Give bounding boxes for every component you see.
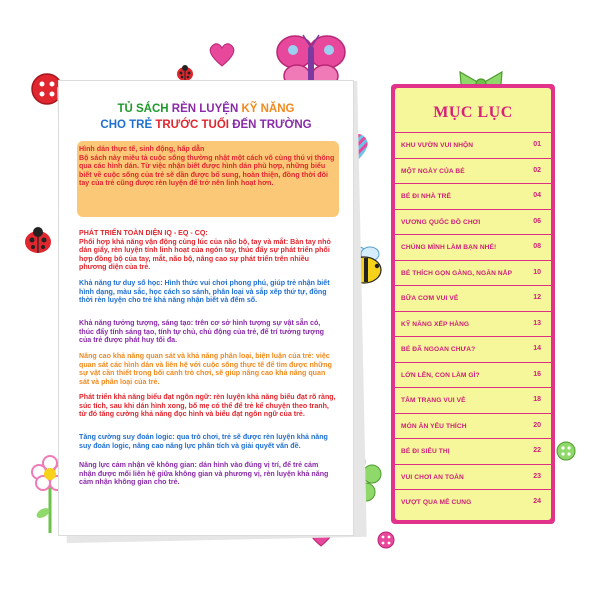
toc-item-label: VƯỢT QUA MÊ CUNG [401, 499, 472, 506]
toc-item[interactable] [395, 413, 551, 439]
toc-item-label: KHU VƯỜN VUI NHỘN [401, 142, 474, 149]
section-body: Tăng cường suy đoán logic: qua trò chơi, trẻ sẽ được rèn luyện khả năng suy đoán logic, nâng cao năng lực phân tích và giải quyết vấn đề. [79, 433, 328, 450]
toc-list [395, 132, 551, 515]
toc-item-page: 01 [533, 141, 541, 148]
series-title-line1 [59, 103, 353, 115]
toc-item[interactable] [395, 438, 551, 464]
book-intro-page [58, 80, 354, 536]
section-body: Nâng cao khả năng quan sát và khả năng phân loại, biện luận của trẻ: việc quan sát các hình dán và liên hệ với cuộc sống thực tế để tìm được những sự vật cần thiết trong bối cảnh trò chơi, sẽ giúp nâng cao khả năng quan sát và phân loại của trẻ. [79, 352, 332, 386]
toc-title: MỤC LỤC [433, 104, 513, 121]
title-word: TRƯỚC TUỔI [152, 119, 229, 131]
intro-paragraph [79, 145, 337, 188]
section-body: Năng lực cảm nhận về không gian: dán hình vào đúng vị trí, để trẻ cảm nhận được mối liên hệ giữa không gian và phương vị, rèn luyện khả năng cảm nhận không gian cho trẻ. [79, 461, 329, 487]
section-body: Khả năng tư duy số học: Hình thức vui chơi phong phú, giúp trẻ nhận biết hình dạng, màu sắc, học cách so sánh, phân loại và sắp xếp thứ tự, đồng thời rèn luyện cho trẻ khả năng nhận biết và đếm số. [79, 279, 330, 305]
toc-item-label: MÓN ĂN YÊU THÍCH [401, 422, 467, 430]
toc-item-page: 20 [533, 421, 541, 429]
toc-item-label: BỮA CƠM VUI VẺ [401, 295, 459, 302]
heart-icon [208, 42, 236, 68]
section-paragraph [79, 393, 337, 419]
toc-item[interactable] [395, 132, 551, 158]
toc-item[interactable] [395, 234, 551, 260]
intro-body: Bộ sách này miêu tả cuộc sống thường nhật một cách vô cùng thú vị thông qua các hình dán. Từ việc nhận biết được hình dán phù hợp, những biểu biết về cuộc sống của trẻ sẽ dần được bổ sung, hoàn thiện, đồng thời đôi tay của trẻ cũng được rèn luyện để trở nên linh hoạt hơn. [79, 153, 335, 188]
section-paragraph [79, 319, 337, 345]
toc-item-page: 18 [533, 396, 541, 403]
toc-item-page: 22 [533, 447, 541, 454]
toc-item-page: 14 [533, 345, 541, 352]
toc-item[interactable] [395, 311, 551, 337]
toc-item-page: 02 [533, 166, 541, 174]
toc-item-label: CHÚNG MÌNH LÀM BẠN NHÉ! [401, 244, 497, 251]
toc-item-page: 13 [533, 319, 541, 327]
toc-item-label: KỸ NĂNG XẾP HÀNG [401, 320, 470, 328]
toc-item-label: BÉ ĐI NHÀ TRẺ [401, 193, 452, 200]
button-icon [376, 530, 396, 550]
toc-item-page: 12 [533, 294, 541, 301]
toc-item-page: 23 [533, 472, 541, 480]
section-paragraph [79, 433, 337, 450]
section-paragraph [79, 461, 337, 487]
toc-item-label: BÉ ĐI SIÊU THỊ [401, 448, 450, 455]
toc-item-label: TÂM TRẠNG VUI VẺ [401, 397, 466, 404]
section-body: Phát triển khả năng biểu đạt ngôn ngữ: rèn luyện khả năng biểu đạt rõ ràng, súc tích, sau khi dán hình xong, bố mẹ có thể để trẻ kể chuyện theo tranh, từ đó tăng cường khả năng đọc hình và biểu đạt ngôn ngữ của trẻ. [79, 393, 336, 419]
series-title-line2 [59, 119, 353, 131]
section-body: Phối hợp khả năng vận động cùng lúc của não bộ, tay và mắt: Bàn tay nhỏ dán giấy, rèn luyện tính linh hoạt của ngón tay, thúc đẩy sự phát triển phối hợp đồng bộ của tay, mắt, não bộ, nâng cao sự phát triển trên nhiều phương diện của trẻ. [79, 237, 331, 272]
title-word: ĐẾN TRƯỜNG [229, 119, 312, 131]
section-paragraph [79, 352, 337, 386]
title-word: CHO TRẺ [100, 119, 153, 131]
toc-item[interactable] [395, 260, 551, 286]
toc-item-page: 10 [533, 268, 541, 276]
toc-item-page: 24 [533, 498, 541, 505]
toc-item[interactable] [395, 209, 551, 235]
intro-heading: Hình dán thực tế, sinh động, hấp dẫn [79, 145, 205, 153]
toc-item-label: LỚN LÊN, CON LÀM GÌ? [401, 371, 480, 379]
toc-item[interactable] [395, 489, 551, 515]
section-paragraph [79, 229, 337, 272]
toc-item-page: 04 [533, 192, 541, 199]
toc-item[interactable] [395, 336, 551, 362]
toc-item-page: 08 [533, 243, 541, 250]
toc-item-label: VUI CHƠI AN TOÀN [401, 473, 464, 481]
toc-item-label: MỘT NGÀY CỦA BÉ [401, 167, 465, 175]
toc-item[interactable] [395, 464, 551, 490]
toc-item[interactable] [395, 285, 551, 311]
section-heading: PHÁT TRIỂN TOÀN DIỆN IQ - EQ - CQ: [79, 229, 208, 237]
title-word: RÈN LUYỆN [168, 103, 239, 115]
title-word: KỸ NĂNG [238, 103, 295, 115]
section-paragraph [79, 279, 337, 305]
toc-item-label: BÉ ĐÃ NGOAN CHƯA? [401, 346, 476, 353]
toc-item[interactable] [395, 158, 551, 184]
toc-item-label: VƯƠNG QUỐC ĐỒ CHƠI [401, 218, 481, 226]
toc-item[interactable] [395, 387, 551, 413]
toc-item-page: 06 [533, 217, 541, 225]
toc-item-page: 16 [533, 370, 541, 378]
table-of-contents [395, 88, 551, 520]
section-body: Khả năng tưởng tượng, sáng tạo: trên cơ sở hình tượng sự vật sẵn có, thúc đẩy tính sáng tạo, tính tự chủ, chủ động của trẻ, để trí tưởng tượng của trẻ được phát huy tối đa. [79, 319, 325, 345]
ladybug-icon [22, 225, 54, 255]
toc-item[interactable] [395, 183, 551, 209]
title-word: TỦ SÁCH [117, 103, 169, 115]
toc-item-label: BÉ THÍCH GỌN GÀNG, NGĂN NẮP [401, 269, 513, 277]
button-icon [555, 440, 577, 462]
toc-item[interactable] [395, 362, 551, 388]
